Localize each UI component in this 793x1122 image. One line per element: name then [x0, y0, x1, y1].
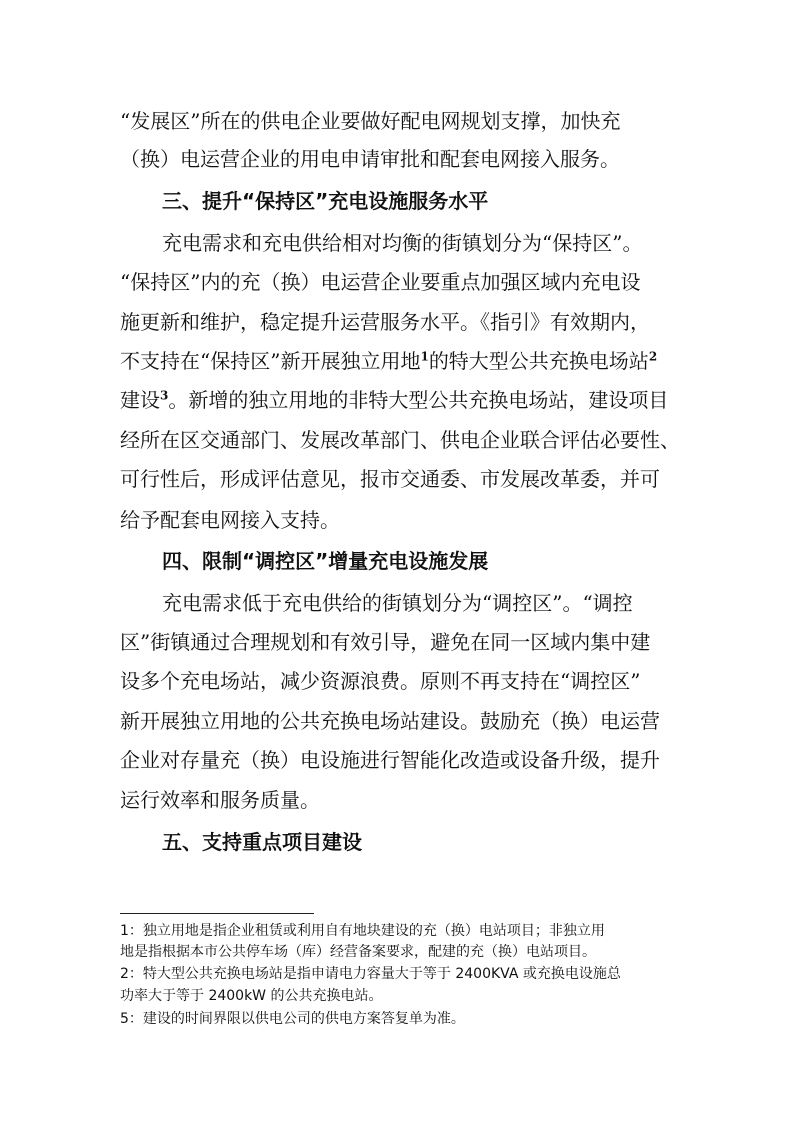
body-line	[120, 386, 680, 414]
footnote-divider	[120, 913, 314, 914]
body-text: 不支持在“保持区”新开展独立用地	[120, 349, 421, 373]
body-line: 可行性后，形成评估意见，报市交通委、市发展改革委，并可	[120, 467, 660, 491]
body-line: “保持区”内的充（换）电运营企业要重点加强区域内充电设	[120, 270, 641, 294]
body-line: 经所在区交通部门、发展改革部门、供电企业联合评估必要性、	[120, 428, 680, 452]
body-line: 设多个充电场站，减少资源浪费。原则不再支持在“调控区”	[120, 669, 641, 693]
body-line	[120, 347, 680, 375]
footnote-line: 功率大于等于 2400kW 的公共充换电站。	[120, 988, 383, 1004]
footnote-ref-1: 1	[420, 349, 429, 364]
footnote-ref-3: 3	[160, 388, 169, 403]
body-text: 的特大型公共充换电场站	[428, 349, 649, 373]
body-line: （换）电运营企业的用电申请审批和配套电网接入服务。	[120, 147, 620, 171]
body-line: 充电需求和充电供给相对均衡的街镇划分为“保持区”。	[162, 231, 643, 255]
section-heading-3: 三、提升“保持区”充电设施服务水平	[162, 189, 489, 213]
footnote-ref-2: 2	[648, 349, 658, 364]
footnote-line: 1：独立用地是指企业租赁或利用自有地块建设的充（换）电站项目；非独立用	[120, 923, 605, 939]
footnote-line: 地是指根据本市公共停车场（库）经营备案要求，配建的充（换）电站项目。	[120, 944, 596, 960]
section-heading-4: 四、限制“调控区”增量充电设施发展	[162, 549, 489, 573]
body-line: 施更新和维护，稳定提升运营服务水平。《指引》有效期内，	[120, 310, 650, 334]
body-line: 充电需求低于充电供给的街镇划分为“调控区”。“调控	[162, 591, 633, 615]
body-line: 运行效率和服务质量。	[120, 788, 320, 812]
footnote-line: 2：特大型公共充换电场站是指申请电力容量大于等于 2400KVA 或充换电设施总	[120, 966, 621, 982]
body-line: 新开展独立用地的公共充换电场站建设。鼓励充（换）电运营	[120, 709, 660, 733]
body-line: 区”街镇通过合理规划和有效引导，避免在同一区域内集中建	[120, 630, 651, 654]
body-text: 。新增的独立用地的非特大型公共充换电场站，建设项目	[168, 388, 669, 412]
footnote-line: 5：建设的时间界限以供电公司的供电方案答复单为准。	[120, 1011, 465, 1027]
body-line: 企业对存量充（换）电设施进行智能化改造或设备升级，提升	[120, 748, 660, 772]
body-text: 建设	[120, 388, 160, 412]
section-heading-5: 五、支持重点项目建设	[162, 830, 362, 854]
body-line: 给予配套电网接入支持。	[120, 508, 340, 532]
body-line: “发展区”所在的供电企业要做好配电网规划支撑，加快充	[120, 109, 621, 133]
